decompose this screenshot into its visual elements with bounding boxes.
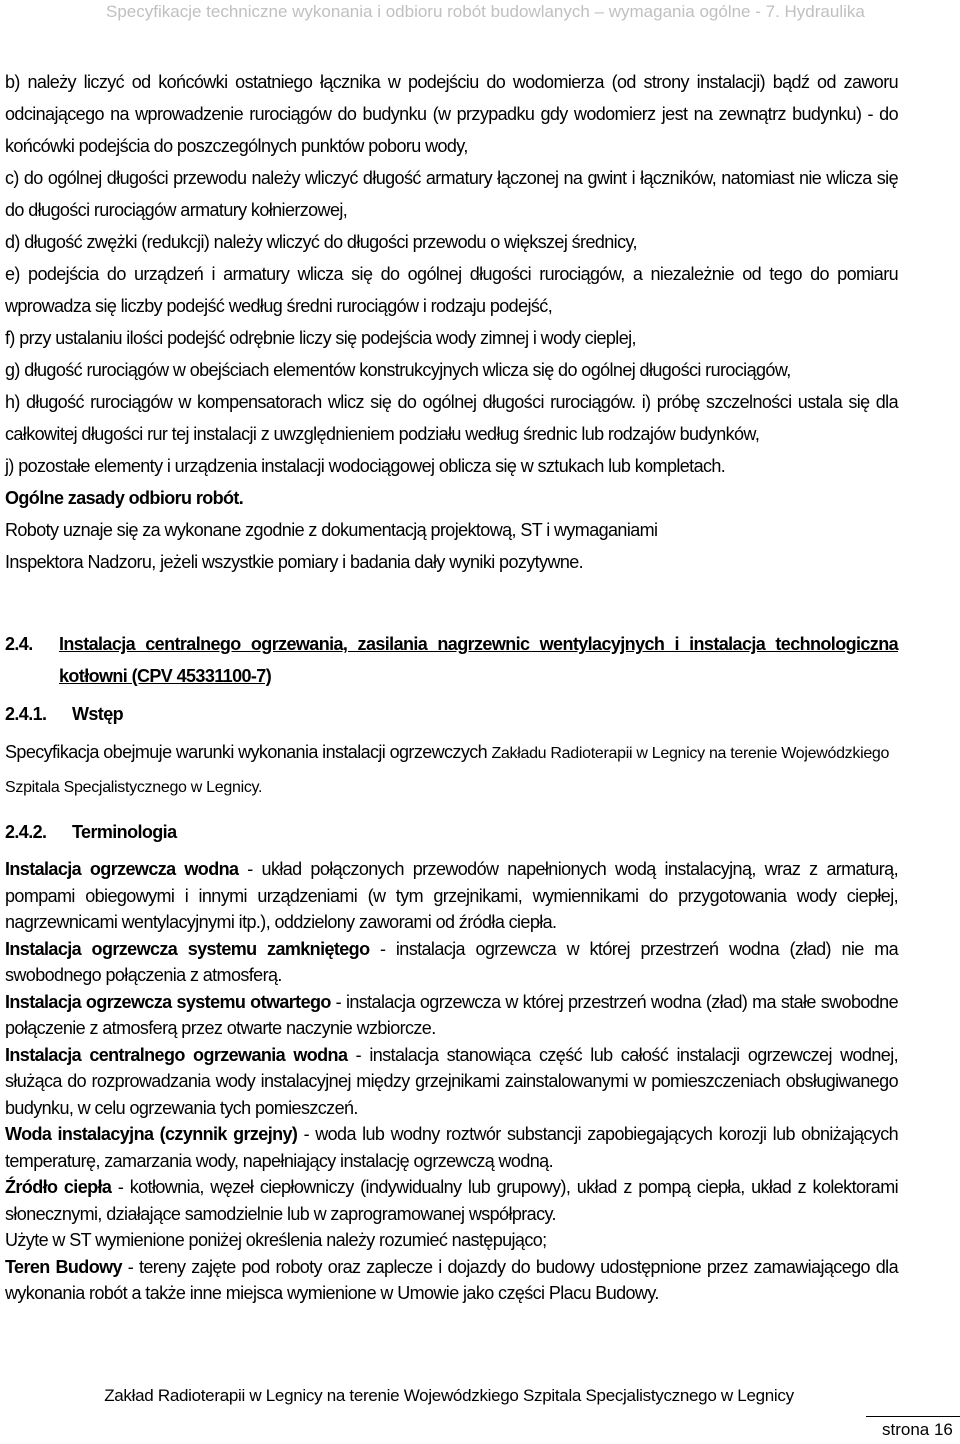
footer-divider bbox=[866, 1416, 960, 1417]
subsection-number: 2.4.2. bbox=[5, 822, 47, 842]
definition-item bbox=[5, 989, 898, 1042]
intro-text: Specyfikacja obejmuje warunki wykonania instalacji ogrzewczych bbox=[5, 742, 492, 762]
intro-paragraph bbox=[5, 736, 898, 804]
measurement-rules-list bbox=[5, 66, 898, 482]
definition-item bbox=[5, 1254, 898, 1307]
subsection-terminology-heading bbox=[5, 816, 898, 848]
definition-term: Instalacja ogrzewcza systemu zamkniętego bbox=[5, 938, 370, 959]
acceptance-heading: Ogólne zasady odbioru robót. bbox=[5, 488, 244, 508]
definition-term: Źródło ciepła bbox=[5, 1177, 112, 1197]
list-item-b: b) należy liczyć od końcówki ostatniego łącznika w podejściu do wodomierza (od strony instalacji) bądź od zaworu odcinającego na wprowadzenie rurociągów do budynku (w przypadku gdy wodomierz jest na zewnątrz budynku) - do końcówki podejścia do poszczególnych punktów poboru wody, bbox=[5, 72, 898, 156]
definition-text: - kotłownia, węzeł ciepłowniczy (indywidualny lub grupowy), układ z pompą ciepła, układ z kolektorami słonecznymi, działające samodzielnie lub w zaprogramowanej współpracy. bbox=[5, 1177, 898, 1224]
section-heading bbox=[5, 628, 898, 692]
definitions-list bbox=[5, 856, 898, 1307]
acceptance-line-2: Inspektora Nadzoru, jeżeli wszystkie pomiary i badania dały wyniki pozytywne. bbox=[5, 552, 584, 572]
definition-item bbox=[5, 1174, 898, 1227]
definition-text: - układ połączonych przewodów napełnionych wodą instalacyjną, wraz z armaturą, pompami obiegowymi i innymi urządzeniami (w tym grzejnikami, wymiennikami do przygotowania wody ciepłej, nagrzewnicami wentylacyjnymi itp.), oddzielony zaworami od źródła ciepła. bbox=[5, 859, 898, 932]
subsection-title: Terminologia bbox=[72, 822, 177, 842]
definition-item bbox=[5, 856, 898, 936]
definition-term: Woda instalacyjna (czynnik grzejny) bbox=[5, 1124, 298, 1144]
page-number: strona 16 bbox=[882, 1420, 953, 1439]
definition-text: - instalacja ogrzewcza w której przestrzeń wodna (zład) ma stałe swobodne połączenie z atmosferą przez otwarte naczynie wzbiorcze. bbox=[5, 991, 898, 1038]
list-item-e: e) podejścia do urządzeń i armatury wlicza się do ogólnej długości rurociągów, a niezależnie od tego do pomiaru wprowadza się liczby podejść według średni rurociągów i rodzaju podejść, bbox=[5, 264, 898, 316]
definition-item bbox=[5, 936, 898, 989]
section-number: 2.4. bbox=[5, 634, 33, 654]
definition-item bbox=[5, 1042, 898, 1122]
subsection-intro-heading bbox=[5, 698, 898, 730]
definition-item bbox=[5, 1121, 898, 1174]
list-item-j: j) pozostałe elementy i urządzenia instalacji wodociągowej oblicza się w sztukach lub kompletach. bbox=[5, 456, 726, 476]
usage-note: Użyte w ST wymienione poniżej określenia należy rozumieć następująco; bbox=[5, 1230, 547, 1250]
spacer bbox=[5, 578, 898, 620]
list-item-f: f) przy ustalaniu ilości podejść odrębnie liczy się podejścia wody zimnej i wody cieplej, bbox=[5, 328, 636, 348]
list-item-g: g) długość rurociągów w obejściach elementów konstrukcyjnych wlicza się do ogólnej długości rurociągów, bbox=[5, 360, 791, 380]
intro-location-text: Zakładu Radioterapii w Legnicy na terenie Wojewódzkiego Szpitala Specjalistycznego w Legnicy. bbox=[5, 745, 890, 796]
definition-term: Instalacja centralnego ogrzewania wodna bbox=[5, 1044, 348, 1065]
definition-term: Instalacja ogrzewcza systemu otwartego bbox=[5, 991, 331, 1012]
section-title: Instalacja centralnego ogrzewania, zasilania nagrzewnic wentylacyjnych i instalacja technologiczna kotłowni (CPV 45331100-7) bbox=[59, 634, 898, 686]
subsection-number: 2.4.1. bbox=[5, 704, 47, 724]
definition-text: - instalacja stanowiąca część lub całość instalacji ogrzewczej wodnej, służąca do rozprowadzania wody instalacyjnej między grzejnikami zainstalowanymi w pomieszczeniach obsługiwanego budynku, w celu ogrzewania tych pomieszczeń. bbox=[5, 1044, 898, 1118]
list-item-h: h) długość rurociągów w kompensatorach wlicz się do ogólnej długości rurociągów. i) próbę szczelności ustala się dla całkowitej długości rur tej instalacji z uwzględnieniem podziału według średnic lub rodzajów budynków, bbox=[5, 392, 898, 444]
list-item-d: d) długość zwężki (redukcji) należy wliczyć do długości przewodu o większej średnicy, bbox=[5, 232, 637, 252]
page-footer: Zakład Radioterapii w Legnicy na terenie Wojewódzkiego Szpitala Specjalistycznego w Legnicy bbox=[104, 1386, 794, 1405]
acceptance-line-1: Roboty uznaje się za wykonane zgodnie z dokumentacją projektową, ST i wymaganiami bbox=[5, 520, 658, 540]
subsection-title: Wstęp bbox=[72, 704, 124, 724]
document-body bbox=[5, 66, 898, 1307]
page-header bbox=[0, 0, 960, 30]
list-item-c: c) do ogólnej długości przewodu należy wliczyć długość armatury łączonej na gwint i łączników, natomiast nie wlicza się do długości rurociągów armatury kołnierzowej, bbox=[5, 168, 898, 220]
definition-text: - woda lub wodny roztwór substancji zapobiegających korozji lub obniżających temperaturę, zamarzania wody, napełniający instalację ogrzewczą wodną. bbox=[5, 1124, 899, 1171]
running-title: Specyfikacje techniczne wykonania i odbioru robót budowlanych – wymagania ogólne - 7. Hydraulika bbox=[106, 2, 865, 21]
definition-text: - instalacja ogrzewcza w której przestrzeń wodna (zład) nie ma swobodnego połączenia z atmosferą. bbox=[5, 938, 898, 985]
definition-term: Teren Budowy bbox=[5, 1256, 122, 1277]
definition-term: Instalacja ogrzewcza wodna bbox=[5, 859, 239, 879]
definition-text: - tereny zajęte pod roboty oraz zaplecze i dojazdy do budowy udostępnione przez zamawiającego dla wykonania robót a także inne miejsca wymienione w Umowie jako części Placu Budowy. bbox=[5, 1256, 898, 1303]
